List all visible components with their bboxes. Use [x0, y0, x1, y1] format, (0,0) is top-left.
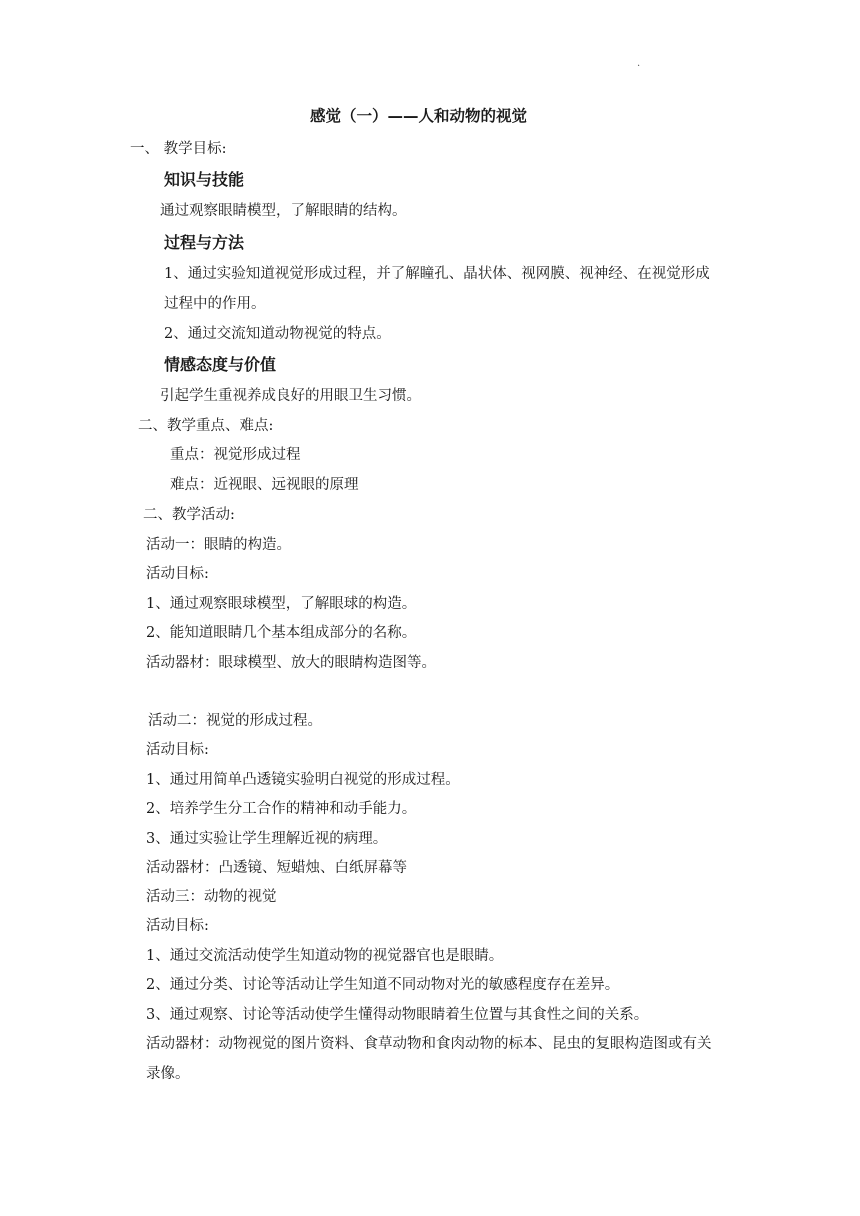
page-title: 感觉（一）——人和动物的视觉 — [310, 107, 528, 125]
attitude-heading: 情感态度与价值 — [164, 355, 277, 374]
activity-3-equipment-line-2: 录像。 — [146, 1066, 190, 1082]
activity-1-goal-label: 活动目标: — [146, 566, 209, 582]
process-item-1-line-1: 1、通过实验知道视觉形成过程，并了解瞳孔、晶状体、视网膜、视神经、在视觉形成 — [164, 266, 710, 282]
activity-2-title: 活动二：视觉的形成过程。 — [148, 713, 322, 729]
activity-2-equipment: 活动器材：凸透镜、短蜡烛、白纸屏幕等 — [146, 860, 407, 876]
activity-2-goal-1: 1、通过用简单凸透镜实验明白视觉的形成过程。 — [146, 772, 460, 788]
activity-3-goal-label: 活动目标: — [146, 918, 209, 934]
section-1-heading: 一、 教学目标: — [130, 141, 227, 157]
activity-1-goal-2: 2、能知道眼睛几个基本组成部分的名称。 — [146, 625, 417, 641]
activity-3-goal-3: 3、通过观察、讨论等活动使学生懂得动物眼睛着生位置与其食性之间的关系。 — [146, 1007, 649, 1023]
activity-3-goal-2: 2、通过分类、讨论等活动让学生知道不同动物对光的敏感程度存在差异。 — [146, 977, 620, 993]
section-2-heading: 二、教学重点、难点: — [138, 418, 274, 434]
section-3-heading: 二、教学活动: — [143, 507, 235, 523]
header-mark: . — [637, 58, 641, 69]
process-heading: 过程与方法 — [164, 233, 245, 252]
process-item-2: 2、通过交流知道动物视觉的特点。 — [164, 326, 391, 342]
activity-3-title: 活动三：动物的视觉 — [146, 889, 277, 905]
knowledge-text: 通过观察眼睛模型，了解眼睛的结构。 — [160, 203, 407, 219]
knowledge-heading: 知识与技能 — [164, 170, 245, 189]
activity-1-equipment: 活动器材：眼球模型、放大的眼睛构造图等。 — [146, 655, 436, 671]
difficult-point: 难点：近视眼、远视眼的原理 — [170, 477, 359, 493]
activity-2-goal-label: 活动目标: — [146, 742, 209, 758]
activity-2-goal-2: 2、培养学生分工合作的精神和动手能力。 — [146, 801, 417, 817]
activity-1-title: 活动一：眼睛的构造。 — [146, 537, 291, 553]
activity-2-goal-3: 3、通过实验让学生理解近视的病理。 — [146, 831, 388, 847]
key-point: 重点：视觉形成过程 — [170, 447, 301, 463]
activity-3-equipment-line-1: 活动器材：动物视觉的图片资料、食草动物和食肉动物的标本、昆虫的复眼构造图或有关 — [146, 1036, 712, 1052]
process-item-1-line-2: 过程中的作用。 — [164, 296, 266, 312]
attitude-text: 引起学生重视养成良好的用眼卫生习惯。 — [160, 388, 421, 404]
activity-3-goal-1: 1、通过交流活动使学生知道动物的视觉器官也是眼睛。 — [146, 948, 504, 964]
activity-1-goal-1: 1、通过观察眼球模型，了解眼球的构造。 — [146, 596, 417, 612]
